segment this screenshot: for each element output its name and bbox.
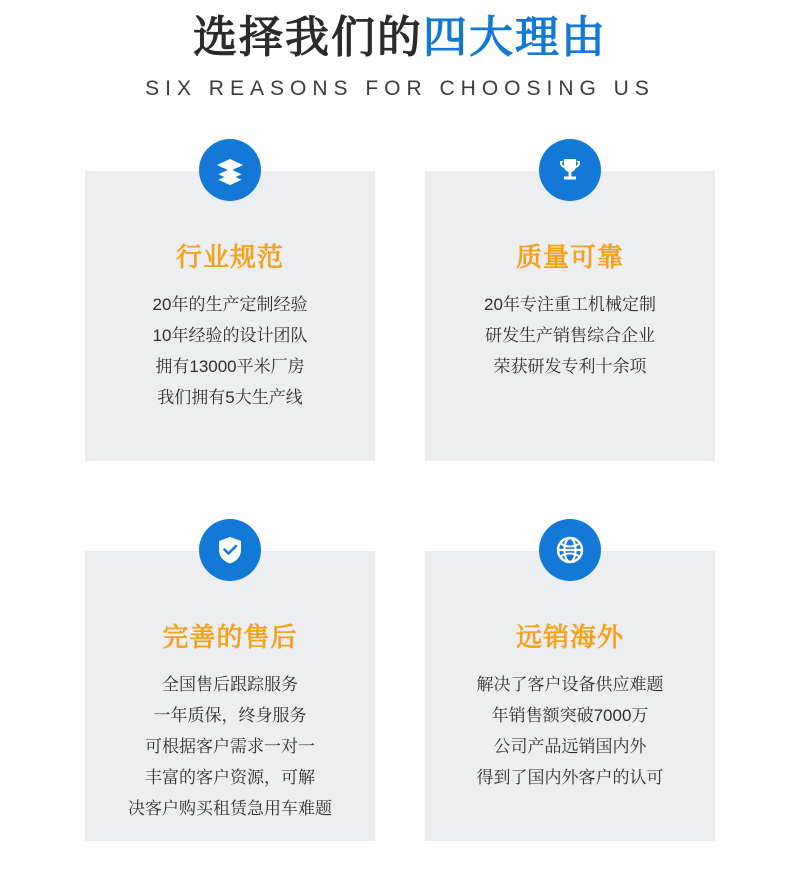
reason-card-4-lines	[425, 669, 715, 793]
reason-card-3-line-1: 全国售后跟踪服务	[162, 675, 298, 694]
reason-card-1-line-2: 10年经验的设计团队	[152, 326, 308, 345]
shield-check-icon	[199, 519, 261, 581]
page-title	[0, 10, 800, 65]
reason-card-4-line-1: 解决了客户设备供应难题	[476, 675, 664, 694]
reason-card-1-line-3: 拥有13000平米厂房	[155, 357, 305, 376]
reason-card-1-line-4: 我们拥有5大生产线	[157, 388, 303, 407]
layers-icon	[199, 139, 261, 201]
globe-icon	[539, 519, 601, 581]
reason-card-2-lines	[425, 289, 715, 382]
reason-card-1-line-1: 20年的生产定制经验	[152, 295, 308, 314]
reason-card-4-title: 远销海外	[515, 622, 624, 652]
reason-card-2-line-1: 20年专注重工机械定制	[484, 295, 656, 314]
reason-card-4	[425, 519, 715, 859]
reason-card-3-line-2: 一年质保，终身服务	[153, 706, 307, 725]
reason-card-3-body	[85, 551, 375, 841]
reason-card-3-title: 完善的售后	[162, 622, 298, 652]
reason-card-4-line-3: 公司产品远销国内外	[493, 737, 647, 756]
reason-card-4-line-2: 年销售额突破7000万	[491, 706, 649, 725]
reason-card-4-line-4: 得到了国内外客户的认可	[476, 768, 664, 787]
reason-card-2-line-2: 研发生产销售综合企业	[485, 326, 655, 345]
reason-card-1-body	[85, 171, 375, 461]
reason-card-2	[425, 139, 715, 479]
reason-card-3-line-5: 决客户购买租赁急用车难题	[128, 799, 332, 818]
page-title-prefix: 选择我们的	[193, 13, 423, 62]
trophy-icon	[539, 139, 601, 201]
reason-card-1	[85, 139, 375, 479]
reasons-grid	[0, 139, 800, 859]
page-header	[0, 0, 800, 101]
reason-card-4-body	[425, 551, 715, 841]
reason-card-3	[85, 519, 375, 859]
page-subtitle: SIX REASONS FOR CHOOSING US	[145, 77, 655, 100]
page-title-accent: 四大理由	[423, 13, 607, 62]
reason-card-2-title: 质量可靠	[515, 242, 624, 272]
reason-card-3-lines	[85, 669, 375, 824]
reason-card-1-title: 行业规范	[175, 242, 284, 272]
reason-card-3-line-3: 可根据客户需求一对一	[145, 737, 315, 756]
reason-card-1-lines	[85, 289, 375, 413]
reason-card-3-line-4: 丰富的客户资源，可解	[145, 768, 315, 787]
reason-card-2-body	[425, 171, 715, 461]
reason-card-2-line-3: 荣获研发专利十余项	[493, 357, 647, 376]
